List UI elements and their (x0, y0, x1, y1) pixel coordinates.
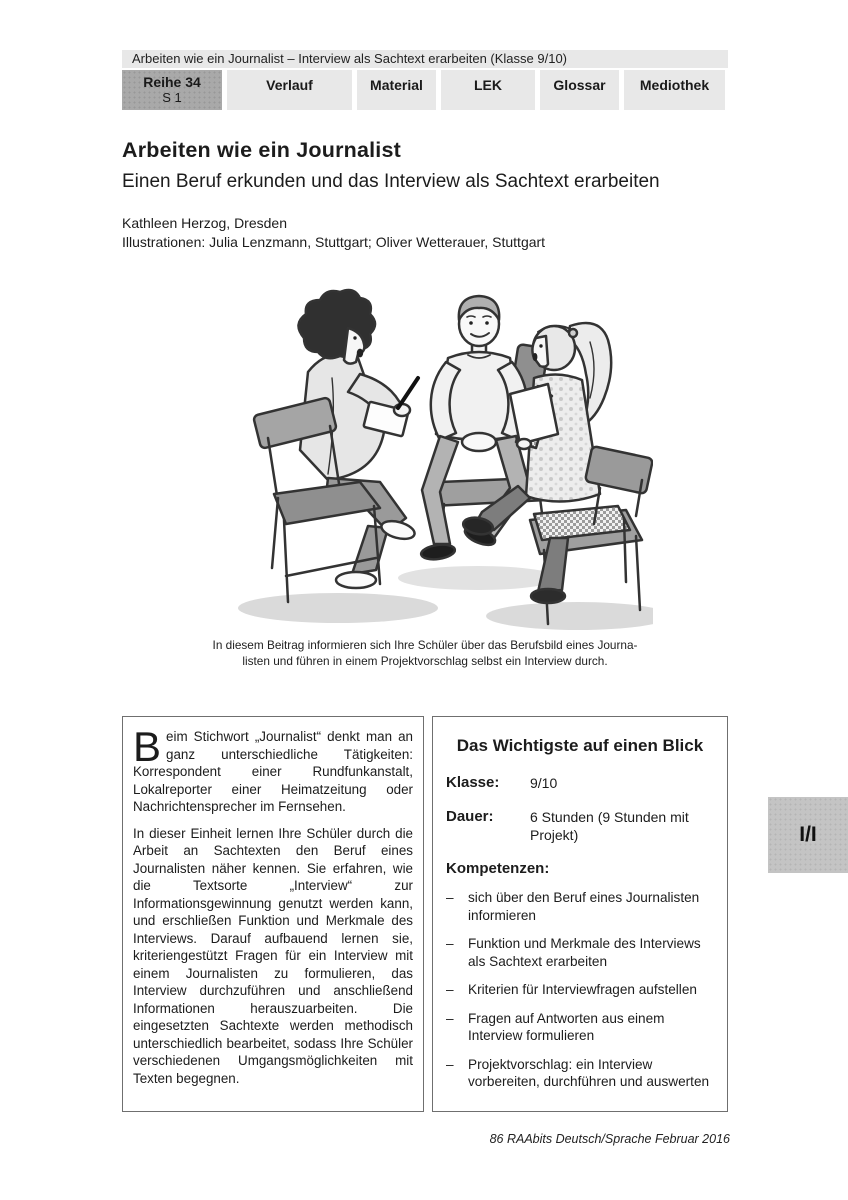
tab-glossar[interactable] (540, 70, 619, 110)
intro-paragraph-1 (133, 723, 413, 816)
caption-line-2: listen und führen in einem Projektvorschlag selbst ein Interview durch. (242, 654, 608, 668)
dash-bullet: – (446, 982, 454, 997)
dauer-label: Dauer: (446, 808, 494, 825)
klasse-label: Klasse: (446, 774, 500, 791)
klasse-value: 9/10 (530, 775, 558, 791)
tab-label: Reihe 34 (143, 74, 201, 90)
person-left-interviewer (298, 290, 418, 588)
running-head: Arbeiten wie ein Journalist – Interview als Sachtext erarbeiten (Klasse 9/10) (122, 50, 728, 68)
kompetenz-item (446, 1010, 714, 1045)
kompetenzen-heading: Kompetenzen: (446, 860, 550, 877)
kompetenz-item (446, 1056, 714, 1091)
intro-paragraph-2: In dieser Einheit lernen Ihre Schüler durch die Arbeit an Sachtexten den Beruf eines Journalisten näher kennen. Sie erfahren, wie die Textsorte „Interview“ zur Informationsgewinnung genutzt werden kann, und erschließen Funktion und Merkmale des Interviews. Darauf aufbauend lernen sie, kriteriengestützt Fragen für ein Interview mit einem Journalisten zu formulieren, das Interview durchzuführen und anschließend Informationen herauszuarbeiten. Die eingesetzten Sachtexte werden methodisch unterschiedlich bearbeitet, sodass Ihre Schüler verschiedenen Umgangsmöglichkeiten mit Texten begegnen. (133, 825, 413, 1086)
dauer-value: 6 Stunden (9 Stunden mit Projekt) (530, 809, 689, 843)
intro-paragraph-1-text: eim Stichwort „Journalist“ denkt man an ganz unterschiedliche Tätigkeiten: Korrespondent einer Rundfunkanstalt, Lokalreporter einer Heimatzeitung oder Nachrichtensprecher im Fernsehen. (133, 729, 413, 814)
kompetenz-item (446, 935, 714, 970)
floor-shadows (238, 566, 653, 630)
tab-label: Verlauf (266, 77, 313, 93)
tab-label: Mediothek (639, 77, 710, 93)
illustration-caption (122, 637, 728, 669)
drop-cap: B (133, 723, 162, 770)
page-footer: 86 RAAbits Deutsch/Sprache Februar 2016 (489, 1132, 730, 1146)
tab-lek[interactable] (441, 70, 535, 110)
kompetenz-text: Funktion und Merkmale des Interviews als Sachtext erarbeiten (468, 936, 701, 969)
dash-bullet: – (446, 890, 454, 905)
interview-scene-svg (228, 286, 653, 631)
overview-box (432, 716, 728, 1112)
dauer-row (446, 808, 714, 844)
kompetenz-text: Fragen auf Antworten aus einem Interview formulieren (468, 1010, 665, 1043)
intro-text-box (122, 716, 424, 1112)
tab-reihe-34[interactable] (122, 70, 222, 110)
kompetenz-item (446, 889, 714, 924)
tab-material[interactable] (357, 70, 436, 110)
tab-verlauf[interactable] (227, 70, 352, 110)
tab-label: Glossar (553, 77, 606, 93)
tab-label: Material (370, 77, 423, 93)
dash-bullet: – (446, 1010, 454, 1026)
caption-line-1: In diesem Beitrag informieren sich Ihre Schüler über das Berufsbild eines Journa- (212, 638, 638, 652)
page-title: Arbeiten wie ein Journalist (122, 138, 401, 162)
page-subtitle: Einen Beruf erkunden und das Interview als Sachtext erarbeiten (122, 171, 660, 192)
overview-heading: Das Wichtigste auf einen Blick (456, 736, 704, 755)
illustrators-line: Illustrationen: Julia Lenzmann, Stuttgart; Oliver Wetterauer, Stuttgart (122, 234, 546, 250)
kompetenz-text: sich über den Beruf eines Journalisten informieren (468, 890, 700, 923)
klasse-row (446, 774, 714, 792)
kompetenz-item (446, 981, 714, 999)
kompetenz-text: Projektvorschlag: ein Interview vorbereiten, durchführen und auswerten (468, 1056, 710, 1089)
section-marker-tab: I/I (768, 797, 848, 873)
interview-illustration (228, 286, 653, 632)
dash-bullet: – (446, 1056, 454, 1072)
tab-row (122, 70, 725, 110)
dash-bullet: – (446, 936, 454, 951)
tab-label: LEK (474, 77, 502, 93)
tab-sublabel: S 1 (162, 90, 182, 105)
tab-mediothek[interactable] (624, 70, 725, 110)
kompetenz-text: Kriterien für Interviewfragen aufstellen (468, 982, 697, 997)
author-line: Kathleen Herzog, Dresden (122, 215, 287, 231)
